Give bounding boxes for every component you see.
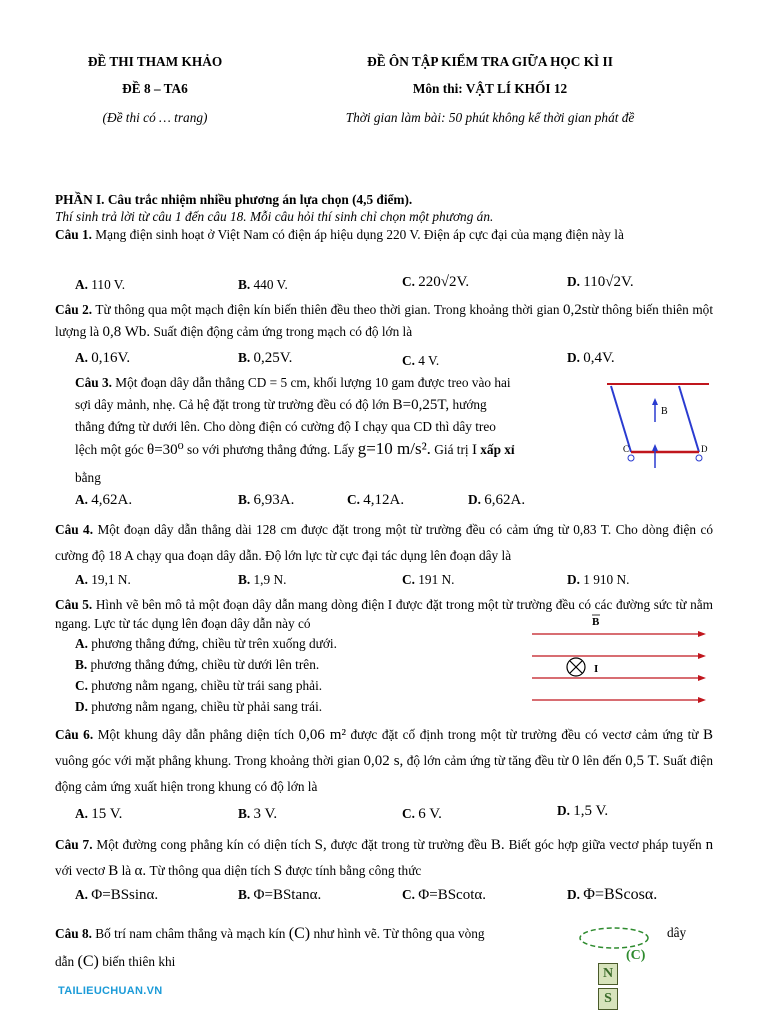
q7-option-b[interactable]: B. Φ=BStanα. [238, 887, 322, 903]
q1-option-d[interactable]: D. 110√2V. [567, 274, 634, 290]
q8-loop-figure [578, 920, 658, 960]
header-right-subject: Môn thi: VẬT LÍ KHỐI 12 [412, 81, 568, 96]
fig-c-label: (C) [626, 948, 646, 963]
fig-d-label: D [701, 444, 708, 454]
header-right-time: Thời gian làm bài: 50 phút không kể thời gian phát đề [345, 110, 635, 125]
fig-b-label: B [661, 406, 668, 417]
q6-option-a[interactable]: A. 15 V. [75, 806, 123, 822]
header-left-pages: (Đề thi có … trang) [102, 110, 208, 125]
fig-i-label: I [594, 663, 599, 675]
q5-option-b[interactable]: B. phương thẳng đứng, chiều từ dưới lên trên. [75, 657, 320, 672]
q3-continuation: bằng [75, 470, 101, 485]
q7-option-a[interactable]: A. Φ=BSsinα. [75, 887, 159, 903]
q4-option-d[interactable]: D. 1 910 N. [567, 572, 630, 587]
q6-option-d[interactable]: D. 1,5 V. [557, 803, 609, 819]
question-7: Câu 7. Một đường cong phẳng kín có diện tích S, được đặt trong từ trường đều B. Biết góc hợp giữa vectơ pháp tuyến n với vectơ B là α. Từ thông qua diện tích S được tính bằng công thức [55, 837, 714, 879]
q2-option-b[interactable]: B. 0,25V. [238, 350, 293, 366]
q3-option-c[interactable]: C. 4,12A. [347, 492, 405, 508]
magnet-south: S [598, 988, 618, 1010]
q3-option-b[interactable]: B. 6,93A. [238, 492, 295, 508]
q2-option-a[interactable]: A. 0,16V. [75, 350, 131, 366]
part1-title: PHẦN I. Câu trắc nhiệm nhiều phương án lựa chọn (4,5 điểm). [55, 192, 413, 207]
question-1 [55, 225, 713, 244]
field-arrow-2 [698, 653, 706, 659]
question-8: Câu 8. Bố trí nam châm thẳng và mạch kín (C) như hình vẽ. Từ thông qua vòng dẫn (C) biến thiên khi [55, 925, 485, 970]
question-5: Câu 5. Hình vẽ bên mô tả một đoạn dây dẫn mang dòng điện I được đặt trong một từ trường đều có các đường sức từ nằm ngang. Lực từ tác dụng lên đoạn dây dẫn này có [55, 597, 713, 632]
q1-option-c[interactable]: C. 220√2V. [402, 274, 470, 290]
thread-right [679, 386, 699, 452]
clip-d [696, 455, 702, 461]
q6-option-c[interactable]: C. 6 V. [402, 806, 442, 822]
q2-option-d[interactable]: D. 0,4V. [567, 350, 615, 366]
site-logo: TAILIEUCHUAN.VN [58, 985, 163, 997]
q5-option-d[interactable]: D. phương nằm ngang, chiều từ phải sang trái. [75, 699, 323, 714]
q5-option-c[interactable]: C. phương nằm ngang, chiều từ trái sang phải. [75, 678, 323, 693]
header-left-title: ĐỀ THI THAM KHẢO [87, 54, 223, 69]
q8-text-continued: dây [667, 925, 687, 940]
q1-option-b[interactable]: B. 440 V. [238, 277, 288, 292]
q3-option-a[interactable]: A. 4,62A. [75, 492, 133, 508]
q4-option-b[interactable]: B. 1,9 N. [238, 572, 287, 587]
loop-c [580, 928, 648, 948]
question-text: Mạng điện sinh hoạt ở Việt Nam có điện áp hiệu dụng 220 V. Điện áp cực đại của mạng điện này là [95, 227, 624, 242]
q4-option-c[interactable]: C. 191 N. [402, 572, 455, 587]
header-left-code: ĐỀ 8 – TA6 [122, 81, 188, 96]
q3-figure [605, 378, 715, 470]
magnet-north: N [598, 963, 618, 985]
header-right-title: ĐỀ ÔN TẬP KIỂM TRA GIỮA HỌC KÌ II [367, 54, 613, 69]
q4-option-a[interactable]: A. 19,1 N. [75, 572, 131, 587]
q1-option-a[interactable]: A. 110 V. [75, 277, 126, 292]
question-4: Câu 4. Một đoạn dây dẫn thẳng dài 128 cm được đặt trong một từ trường đều có cảm ứng từ 0,83 T. Cho dòng điện có cường độ 18 A chạy qua đoạn dây dẫn. Độ lớn lực từ cực đại tác dụng lên đoạn dây là [55, 522, 714, 563]
q6-option-b[interactable]: B. 3 V. [238, 806, 278, 822]
fig-c-label: C [623, 444, 630, 454]
field-arrow-3 [698, 675, 706, 681]
q7-option-d[interactable]: D. Φ=BScosα. [567, 886, 658, 903]
thread-left [611, 386, 631, 452]
b-arrowhead-lower [652, 444, 658, 451]
q5-option-a[interactable]: A. phương thẳng đứng, chiều từ trên xuống dưới. [75, 636, 337, 651]
question-label: Câu 1. [55, 227, 92, 242]
clip-c [628, 455, 634, 461]
part1-instruction: Thí sinh trả lời từ câu 1 đến câu 18. Mỗi câu hỏi thí sinh chỉ chọn một phương án. [55, 209, 494, 224]
question-6: Câu 6. Một khung dây dẫn phẳng diện tích 0,06 m² được đặt cố định trong một từ trường đều có vectơ cảm ứng từ B vuông góc với mặt phẳng khung. Trong khoảng thời gian 0,02 s, độ lớn cảm ứng từ tăng đều từ 0 lên đến 0,5 T. Suất điện động cảm ứng xuất hiện trong khung có độ lớn là [55, 727, 714, 794]
question-3: Câu 3. Một đoạn dây dẫn thẳng CD = 5 cm, khối lượng 10 gam được treo vào hai sợi dây mảnh, nhẹ. Cả hệ đặt trong từ trường đều có độ lớn B=0,25T, hướng thẳng đứng từ dưới lên. Cho dòng điện có cường độ I chạy qua CD thì dây treo lệch một góc θ=30⁰ so với phương thẳng đứng. Lấy g=10 m/s². Giá trị I xấp xỉ [75, 375, 515, 458]
question-2: Câu 2. Từ thông qua một mạch điện kín biến thiên đều theo thời gian. Trong khoảng thời gian 0,2stừ thông biến thiên một lượng là 0,8 Wb. Suất điện động cảm ứng trong mạch có độ lớn là [55, 302, 714, 340]
q5-figure [530, 612, 720, 712]
fig-b-label: B [592, 616, 600, 628]
field-arrow-1 [698, 631, 706, 637]
q7-option-c[interactable]: C. Φ=BScotα. [402, 887, 486, 903]
q3-option-d[interactable]: D. 6,62A. [468, 492, 526, 508]
b-arrowhead-upper [652, 398, 658, 405]
field-arrow-4 [698, 697, 706, 703]
q2-option-c[interactable]: C. 4 V. [402, 353, 440, 368]
